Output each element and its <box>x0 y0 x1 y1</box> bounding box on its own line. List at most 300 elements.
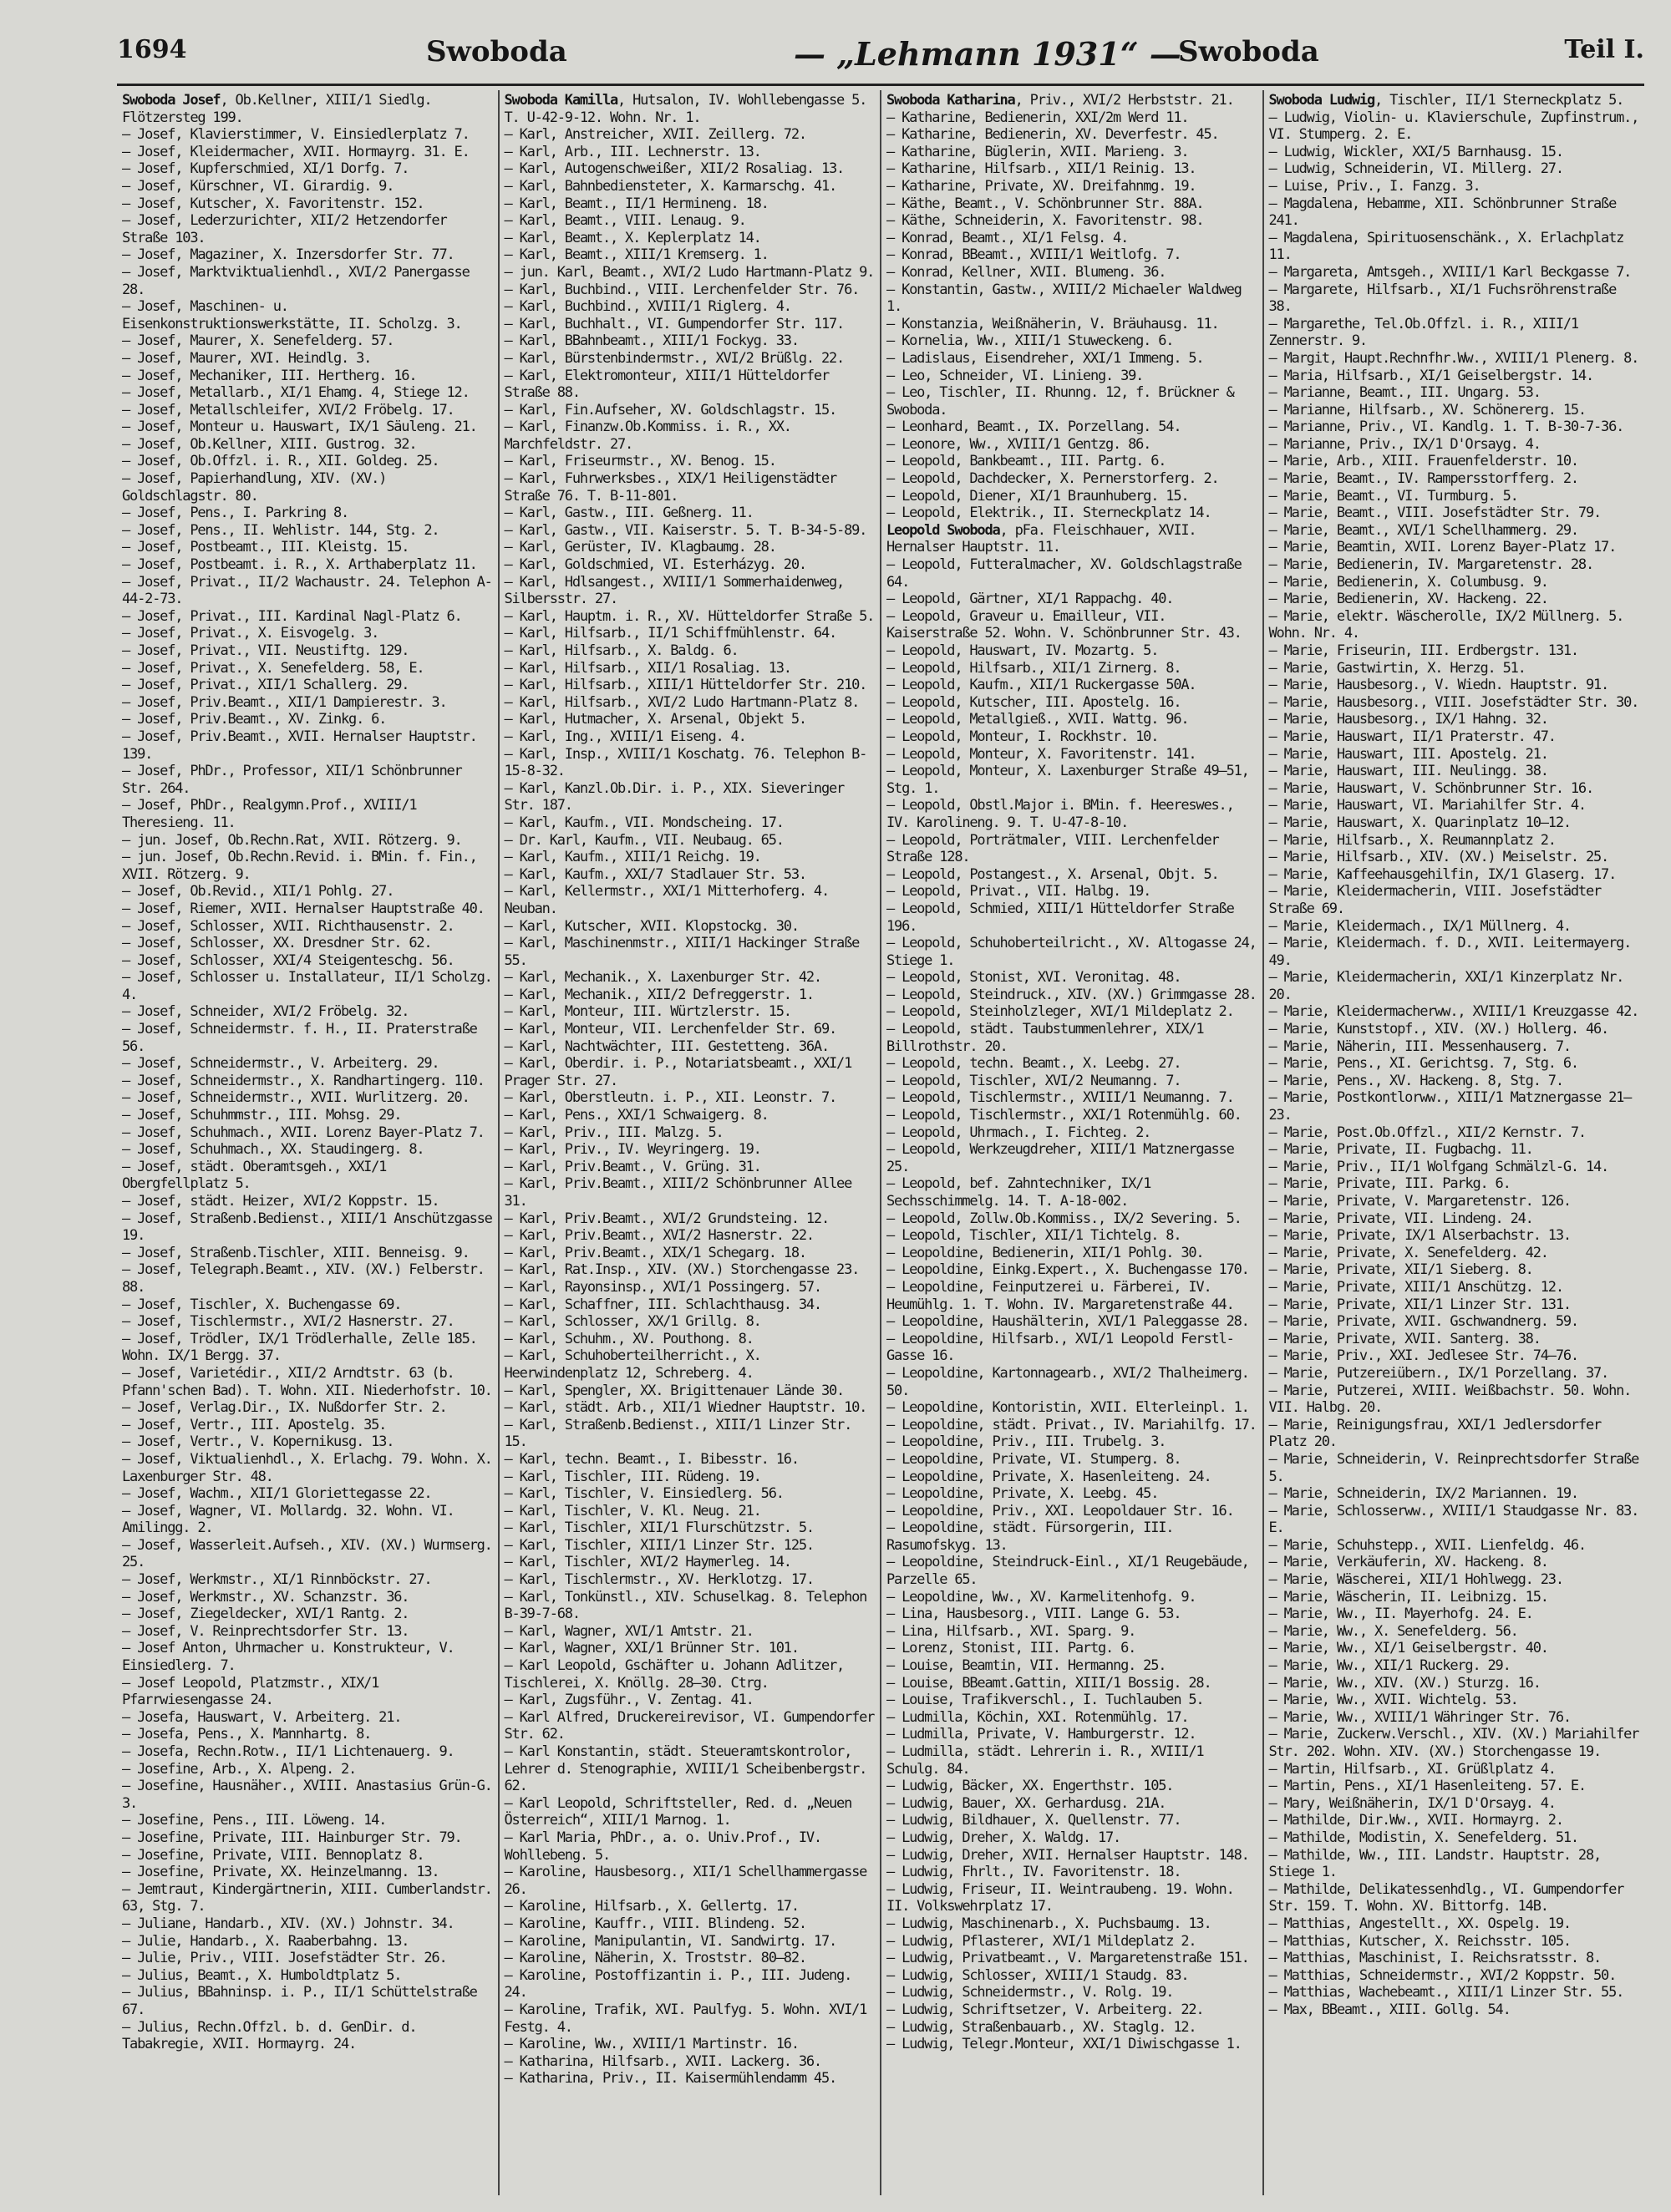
directory-entry: — Karl, Nachtwächter, III. Gestetteng. 36A. <box>504 1038 829 1055</box>
directory-entry: — Matthias, Schneidermstr., XVI/2 Koppstr. 50. <box>1268 1966 1617 1984</box>
directory-entry: — Marie, Putzerei, XVIII. Weißbachstr. 50. Wohn. VII. Halbg. 20. <box>1268 1382 1639 1417</box>
directory-entry: — Marie, Arb., XIII. Frauenfelderstr. 10. <box>1268 453 1578 470</box>
directory-entry: — Karl, Pens., XXI/1 Schwaigerg. 8. <box>504 1107 769 1124</box>
directory-entry: — Karl, Fuhrwerksbes., XIX/1 Heiligenstädter Straße 76. T. B-11-801. <box>504 470 845 505</box>
directory-entry: — Leopold, Dachdecker, X. Pernerstorferg. 2. <box>886 470 1219 488</box>
directory-entry: — Martin, Hilfsarb., XI. Grüßlplatz 4. <box>1268 1760 1556 1778</box>
directory-entry: — Josef, Verlag.Dir., IX. Nußdorfer Str. 2. <box>122 1399 447 1417</box>
directory-entry: — Leopoldine, Priv., XXI. Leopoldauer Str. 16. <box>886 1502 1234 1519</box>
part-label: Teil I. <box>1564 35 1644 64</box>
directory-entry: — Karl, Schaffner, III. Schlachthausg. 34. <box>504 1296 821 1313</box>
page-header <box>117 35 1644 75</box>
directory-entry: — Käthe, Schneiderin, X. Favoritenstr. 98. <box>886 212 1204 230</box>
directory-entry: — Karl, Kaufm., XXI/7 Stadlauer Str. 53. <box>504 865 806 883</box>
directory-entry: — Leopoldine, Einkg.Expert., X. Buchengasse 170. <box>886 1261 1249 1279</box>
directory-entry: — Josef, Vertr., III. Apostelg. 35. <box>122 1416 387 1433</box>
directory-entry: — Marie, Verkäuferin, XV. Hackeng. 8. <box>1268 1554 1548 1571</box>
directory-entry: — Karl, Ing., XVIII/1 Eiseng. 4. <box>504 728 746 745</box>
directory-entry: — Karl, Tischler, V. Einsiedlerg. 56. <box>504 1485 784 1503</box>
directory-entry: — Ludwig, Schlosser, XVIII/1 Staudg. 83. <box>886 1966 1189 1984</box>
directory-entry: — Josef, Marktviktualienhdl., XVI/2 Panergasse 28. <box>122 263 477 298</box>
directory-entry: — Ludwig, Straßenbauarb., XV. Staglg. 12. <box>886 2018 1196 2036</box>
directory-entry: — Karl Leopold, Gschäfter u. Johann Adlitzer, Tischlerei, X. Knöllg. 28—30. Ctrg. <box>504 1657 852 1692</box>
directory-entry: — Marie, Hausbesorg., V. Wiedn. Hauptstr. 91. <box>1268 677 1609 694</box>
directory-entry: — Josefa, Rechn.Rotw., II/1 Lichtenauerg. 9. <box>122 1743 455 1760</box>
directory-entry: — Magdalena, Hebamme, XII. Schönbrunner Straße 241. <box>1268 195 1624 230</box>
directory-entry: — Josef, PhDr., Realgymn.Prof., XVIII/1 Theresieng. 11. <box>122 797 424 831</box>
directory-entry: — Leopold, techn. Beamt., X. Leebg. 27. <box>886 1055 1181 1073</box>
directory-entry: — Marie, Beamt., VI. Turmburg. 5. <box>1268 487 1518 505</box>
column-4 <box>1262 90 1645 2195</box>
directory-entry: — Marie, Private, VII. Lindeng. 24. <box>1268 1210 1533 1227</box>
directory-entry: — Ludwig, Dreher, X. Waldg. 17. <box>886 1829 1121 1846</box>
directory-entry: — Josef, Maschinen- u. Eisenkonstruktionswerkstätte, II. Scholzg. 3. <box>122 298 462 332</box>
directory-entry: — Josefine, Private, XX. Heinzelmanng. 13. <box>122 1864 439 1881</box>
directory-entry: — Karl, Monteur, III. Würtzlerstr. 15. <box>504 1003 791 1021</box>
directory-entry: — Josefa, Pens., X. Mannhartg. 8. <box>122 1726 372 1743</box>
directory-entry: — Konrad, BBeamt., XVIII/1 Weitlofg. 7. <box>886 246 1181 264</box>
directory-entry: — Ludwig, Schneidermstr., V. Rolg. 19. <box>886 1984 1174 2001</box>
directory-entry: — Julie, Handarb., X. Raaberbahng. 13. <box>122 1932 409 1950</box>
directory-entry: — Mathilde, Dir.Ww., XVII. Hormayrg. 2. <box>1268 1812 1563 1829</box>
directory-entry: — Ludwig, Fhrlt., IV. Favoritenstr. 18. <box>886 1864 1181 1881</box>
directory-entry: — Josef, Kupferschmied, XI/1 Dorfg. 7. <box>122 160 409 178</box>
directory-entry: — Josef, Klavierstimmer, V. Einsiedlerplatz 7. <box>122 126 470 144</box>
directory-entry: — Josef, Ziegeldecker, XVI/1 Rantg. 2. <box>122 1606 409 1623</box>
directory-entry: — Leopold, Tischlermstr., XXI/1 Rotenmühlg. 60. <box>886 1107 1242 1124</box>
directory-entry: — Josef Anton, Uhrmacher u. Konstrukteur, V. Einsiedlerg. 7. <box>122 1640 462 1675</box>
column-1 <box>117 90 498 2195</box>
directory-entry: — Leopold, Metallgieß., XVII. Wattg. 96. <box>886 711 1189 728</box>
directory-entry: — Lina, Hausbesorg., VIII. Lange G. 53. <box>886 1606 1181 1623</box>
directory-entry: — Leopold, Futteralmacher, XV. Goldschlagstraße 64. <box>886 556 1249 591</box>
directory-entry: — Julius, Beamt., X. Humboldtplatz 5. <box>122 1966 402 1984</box>
directory-entry: — Leopold, Tischler, XII/1 Tichtelg. 8. <box>886 1227 1181 1245</box>
directory-entry: — Marianne, Priv., VI. Kandlg. 1. T. B-30-7-36. <box>1268 419 1624 436</box>
directory-entry: — Karl, Kanzl.Ob.Dir. i. P., XIX. Sieveringer Str. 187. <box>504 779 852 814</box>
directory-entry: — Karl, Anstreicher, XVII. Zeillerg. 72. <box>504 126 806 144</box>
directory-entry: — Julie, Priv., VIII. Josefstädter Str. 26. <box>122 1950 447 1967</box>
directory-entry: — Karl, Priv.Beamt., XVI/2 Grundsteing. 12. <box>504 1210 829 1227</box>
directory-entry: — Josef, Metallarb., XI/1 Ehamg. 4, Stiege 12. <box>122 384 470 402</box>
directory-entry: — Ludmilla, Private, V. Hamburgerstr. 12. <box>886 1726 1196 1743</box>
directory-entry: — Josef, Priv.Beamt., XV. Zinkg. 6. <box>122 711 387 728</box>
directory-entry: — Ludwig, Bildhauer, X. Quellenstr. 77. <box>886 1812 1181 1829</box>
directory-entry: — Josef, Schuhmmstr., III. Mohsg. 29. <box>122 1107 402 1124</box>
directory-entry: — Ludwig, Privatbeamt., V. Margaretenstraße 151. <box>886 1950 1249 1967</box>
directory-entry: — Karl, Kutscher, XVII. Klopstockg. 30. <box>504 917 799 935</box>
directory-entry: — Karl, Priv.Beamt., XVI/2 Hasnerstr. 22. <box>504 1227 814 1245</box>
directory-entry: — Marie, Reinigungsfrau, XXI/1 Jedlersdorfer Platz 20. <box>1268 1416 1609 1451</box>
directory-entry: — jun. Josef, Ob.Rechn.Revid. i. BMin. f. Fin., XVII. Rötzerg. 9. <box>122 849 485 883</box>
directory-entry: — Karoline, Trafik, XVI. Paulfyg. 5. Wohn. XVI/1 Festg. 4. <box>504 2001 875 2036</box>
directory-entry: — Mathilde, Modistin, X. Senefelderg. 51. <box>1268 1829 1578 1846</box>
directory-entry: — Marie, Ww., XII/1 Ruckerg. 29. <box>1268 1657 1511 1675</box>
directory-entry: — Karl, Finanzw.Ob.Kommiss. i. R., XX. Marchfeldstr. 27. <box>504 419 799 453</box>
directory-entry: — Josef, Schneider, XVI/2 Fröbelg. 32. <box>122 1003 409 1021</box>
directory-entry: — Ludwig, Maschinenarb., X. Puchsbaumg. 13. <box>886 1915 1211 1932</box>
directory-entry: — Matthias, Kutscher, X. Reichsstr. 105. <box>1268 1932 1571 1950</box>
directory-entry: — Josef, Postbeamt., III. Kleistg. 15. <box>122 539 409 556</box>
directory-entry: — Kornelia, Ww., XIII/1 Stuweckeng. 6. <box>886 332 1174 350</box>
directory-entry: — Karl, Elektromonteur, XIII/1 Hütteldorfer Straße 88. <box>504 367 837 402</box>
directory-entry: — Karl, Maschinenmstr., XIII/1 Hackinger Straße 55. <box>504 935 867 969</box>
directory-entry: — Josef, Privat., III. Kardinal Nagl-Platz 6. <box>122 607 462 625</box>
directory-entry: — Marie, Ww., XVIII/1 Währinger Str. 76. <box>1268 1708 1571 1726</box>
directory-entry: — Louise, BBeamt.Gattin, XIII/1 Bossig. 28. <box>886 1674 1211 1692</box>
directory-entry: — Josef, Wachm., XII/1 Gloriettegasse 22. <box>122 1485 432 1503</box>
directory-entry: — Leopold, Schuhoberteilricht., XV. Altogasse 24, Stiege 1. <box>886 935 1264 969</box>
directory-entry: — Marie, Beamtin, XVII. Lorenz Bayer-Platz 17. <box>1268 539 1617 556</box>
directory-entry: — Marie, Wäscherei, XII/1 Hohlwegg. 23. <box>1268 1571 1563 1589</box>
directory-entry: — Marie, Hauswart, V. Schönbrunner Str. 16. <box>1268 779 1593 797</box>
directory-entry: — Julius, Rechn.Offzl. b. d. GenDir. d. Tabakregie, XVII. Hormayrg. 24. <box>122 2018 424 2053</box>
directory-entry: — Marie, Private, XII/1 Linzer Str. 131. <box>1268 1296 1571 1313</box>
directory-entry: — Leopold, städt. Taubstummenlehrer, XIX/1 Billrothstr. 20. <box>886 1021 1211 1055</box>
directory-entry: — Karl, Hilfsarb., XII/1 Rosaliag. 13. <box>504 659 791 677</box>
directory-entry: — Ludwig, Telegr.Monteur, XXI/1 Diwischgasse 1. <box>886 2036 1242 2053</box>
running-head-title: — „Lehmann 1931“ — <box>794 35 1181 73</box>
directory-entry: — Karl, Monteur, VII. Lerchenfelder Str. 69. <box>504 1021 837 1038</box>
directory-entry: — Josef, Privat., VII. Neustiftg. 129. <box>122 642 409 659</box>
directory-entry: — Josef, Magaziner, X. Inzersdorfer Str. 77. <box>122 246 455 264</box>
directory-entry: — Josef, Schlosser u. Installateur, II/1 Scholzg. 4. <box>122 969 500 1003</box>
directory-entry: — Josef, Riemer, XVII. Hernalser Hauptstraße 40. <box>122 900 485 917</box>
directory-entry: — Ludwig, Bäcker, XX. Engerthstr. 105. <box>886 1778 1174 1795</box>
directory-entry: — Josef, Vertr., V. Kopernikusg. 13. <box>122 1433 394 1451</box>
directory-entry: — Marie, Private, X. Senefelderg. 42. <box>1268 1244 1548 1261</box>
directory-entry: — Karl, Arb., III. Lechnerstr. 13. <box>504 143 761 160</box>
directory-entry: — Katharina, Priv., II. Kaisermühlendamm 45. <box>504 2070 837 2088</box>
directory-entry: — Karl, Hutmacher, X. Arsenal, Objekt 5. <box>504 711 806 728</box>
directory-entry: — Josefa, Hauswart, V. Arbeiterg. 21. <box>122 1708 402 1726</box>
directory-entry: — Marie, Putzereiübern., IX/1 Porzellang. 37. <box>1268 1364 1609 1382</box>
directory-entry: — Karl, Hilfsarb., XVI/2 Ludo Hartmann-Platz 8. <box>504 693 860 711</box>
directory-entry: — Ludwig, Pflasterer, XVI/1 Mildeplatz 2. <box>886 1932 1196 1950</box>
directory-entry: — Juliane, Handarb., XIV. (XV.) Johnstr. 34. <box>122 1915 455 1932</box>
directory-entry: — Josef, Metallschleifer, XVI/2 Fröbelg. 17. <box>122 401 455 419</box>
directory-entry: — Matthias, Angestellt., XX. Ospelg. 19. <box>1268 1915 1571 1932</box>
directory-entry: — Josef, Trödler, IX/1 Trödlerhalle, Zelle 185. Wohn. IX/1 Bergg. 37. <box>122 1330 485 1365</box>
directory-entry: — Marie, Beamt., IV. Rampersstorfferg. 2. <box>1268 470 1578 488</box>
directory-entry: — Karl, Hilfsarb., XIII/1 Hütteldorfer Str. 210. <box>504 677 867 694</box>
directory-entry: — Leopold, Kaufm., XII/1 Ruckergasse 50A. <box>886 677 1196 694</box>
directory-entry: — Karl, Gerüster, IV. Klagbaumg. 28. <box>504 539 776 556</box>
directory-entry: — Leopold, Zollw.Ob.Kommiss., IX/2 Severing. 5. <box>886 1210 1242 1227</box>
directory-entry: — Josefine, Arb., X. Alpeng. 2. <box>122 1760 357 1778</box>
directory-entry: — Luise, Priv., I. Fanzg. 3. <box>1268 177 1481 195</box>
directory-entry: — Marianne, Beamt., III. Ungarg. 53. <box>1268 384 1541 402</box>
directory-entry: — Karl, Fin.Aufseher, XV. Goldschlagstr. 15. <box>504 401 837 419</box>
directory-entry: — Marie, Private, II. Fugbachg. 11. <box>1268 1141 1533 1159</box>
directory-entry: — Karl, Mechanik., XII/2 Defreggerstr. 1. <box>504 986 814 1003</box>
directory-entry: — Leopold, Schmied, XIII/1 Hütteldorfer Straße 196. <box>886 900 1242 935</box>
directory-entry: — Katharine, Private, XV. Dreifahnmg. 19. <box>886 177 1196 195</box>
directory-entry: — Josef, Schlosser, XVII. Richthausenstr. 2. <box>122 917 455 935</box>
directory-entry: — Leopold, Postangest., X. Arsenal, Objt. 5. <box>886 865 1219 883</box>
directory-entry: — Käthe, Beamt., V. Schönbrunner Str. 88A. <box>886 195 1204 212</box>
directory-entry: — Josef, Maurer, XVI. Heindlg. 3. <box>122 349 372 367</box>
directory-entry: — Josef, Privat., X. Eisvogelg. 3. <box>122 625 379 642</box>
directory-entry: — Josef, Monteur u. Hauswart, IX/1 Säuleng. 21. <box>122 419 477 436</box>
directory-entry: — Josef, Privat., X. Senefelderg. 58, E. <box>122 659 424 677</box>
directory-entry: — Josef, Werkmstr., XI/1 Rinnböckstr. 27. <box>122 1571 432 1589</box>
directory-entry: — Marie, Post.Ob.Offzl., XII/2 Kernstr. 7. <box>1268 1124 1586 1141</box>
directory-entry: — Karl, Gastw., III. Geßnerg. 11. <box>504 505 754 522</box>
directory-entry: — Karoline, Ww., XVIII/1 Martinstr. 16. <box>504 2036 799 2053</box>
directory-entry: — Julius, BBahninsp. i. P., II/1 Schüttelstraße 67. <box>122 1984 485 2018</box>
directory-entry: — Katharine, Bedienerin, XV. Deverfestr. 45. <box>886 126 1219 144</box>
directory-entry: — Matthias, Maschinist, I. Reichsratsstr. 8. <box>1268 1950 1602 1967</box>
directory-entry: — Leopoldine, Kartonnagearb., XVI/2 Thalheimerg. 50. <box>886 1364 1257 1399</box>
directory-entry: — Leopold, Tischlermstr., XVIII/1 Neumanng. 7. <box>886 1089 1234 1107</box>
directory-entry: — Karl, Beamt., II/1 Hermineng. 18. <box>504 195 769 212</box>
directory-entry: — Matthias, Wachebeamt., XIII/1 Linzer Str. 55. <box>1268 1984 1624 2001</box>
directory-entry: — Marie, Hausbesorg., VIII. Josefstädter Str. 30. <box>1268 693 1639 711</box>
directory-entry: — Josef, PhDr., Professor, XII/1 Schönbrunner Str. 264. <box>122 763 470 797</box>
directory-entry: — jun. Karl, Beamt., XVI/2 Ludo Hartmann-Platz 9. <box>504 263 875 281</box>
directory-entry: — Karoline, Näherin, X. Troststr. 80—82. <box>504 1950 806 1967</box>
directory-entry: — Ludwig, Violin- u. Klavierschule, Zupfinstrum., VI. Stumperg. 2. E. <box>1268 109 1647 144</box>
directory-entry: — Marie, Schlosserww., XVIII/1 Staudgasse Nr. 83. E. <box>1268 1502 1647 1537</box>
directory-entry: — Karl, Tischler, XVI/2 Haymerleg. 14. <box>504 1554 791 1571</box>
directory-entry: — Leopoldine, Private, VI. Stumperg. 8. <box>886 1450 1181 1468</box>
directory-entry: — Josef, Tischler, X. Buchengasse 69. <box>122 1296 402 1313</box>
directory-entry: — Karl, Spengler, XX. Brigittenauer Lände 30. <box>504 1382 845 1399</box>
directory-entry: — Max, BBeamt., XIII. Gollg. 54. <box>1268 2001 1511 2018</box>
directory-entry: — Marie, Private, III. Parkg. 6. <box>1268 1175 1511 1193</box>
directory-entry: — Ludwig, Schriftsetzer, V. Arbeiterg. 22. <box>886 2001 1204 2018</box>
directory-entry: — Josef, Schneidermstr. f. H., II. Praterstraße 56. <box>122 1021 485 1055</box>
directory-entry: — Margit, Haupt.Rechnfhr.Ww., XVIII/1 Plenerg. 8. <box>1268 349 1639 367</box>
directory-entry: Swoboda Katharina, Priv., XVI/2 Herbststr. 21. <box>886 92 1234 109</box>
directory-entry: — Marie, Hilfsarb., X. Reumannplatz 2. <box>1268 831 1556 849</box>
directory-entry: — Karl, Hauptm. i. R., XV. Hütteldorfer Straße 5. <box>504 607 875 625</box>
directory-entry: — Josef, Priv.Beamt., XVII. Hernalser Hauptstr. 139. <box>122 728 485 763</box>
directory-entry: — Karl, Beamt., VIII. Lenaug. 9. <box>504 212 746 230</box>
directory-entry: — Josef, Ob.Offzl. i. R., XII. Goldeg. 25. <box>122 453 439 470</box>
directory-entry: — Leopoldine, Priv., III. Trubelg. 3. <box>886 1433 1166 1451</box>
running-head-right: Swoboda <box>1178 35 1319 68</box>
directory-entry: — Ludwig, Dreher, XVII. Hernalser Hauptstr. 148. <box>886 1846 1249 1864</box>
directory-entry: — Josef, Pens., II. Wehlistr. 144, Stg. 2. <box>122 521 439 539</box>
directory-entry: — Josef, Priv.Beamt., XII/1 Dampierestr. 3. <box>122 693 447 711</box>
directory-entry: — Josef, Schlosser, XX. Dresdner Str. 62. <box>122 935 432 952</box>
directory-entry: — Karl, Priv.Beamt., XIX/1 Schegarg. 18. <box>504 1244 806 1261</box>
directory-entry: — Karl, Bahnbediensteter, X. Karmarschg. 41. <box>504 177 837 195</box>
directory-entry: — Ludmilla, städt. Lehrerin i. R., XVIII/1 Schulg. 84. <box>886 1743 1211 1778</box>
directory-entry: — Karl, Priv., IV. Weyringerg. 19. <box>504 1141 761 1159</box>
directory-entry: — Marie, Ww., XIV. (XV.) Sturzg. 16. <box>1268 1674 1541 1692</box>
directory-entry: — Karl, Autogenschweißer, XII/2 Rosaliag. 13. <box>504 160 845 178</box>
directory-entry: — Marie, Ww., X. Senefelderg. 56. <box>1268 1622 1518 1640</box>
directory-entry: — Karl, Tischler, XII/1 Flurschützstr. 5. <box>504 1519 814 1537</box>
directory-entry: — Karl, Schuhm., XV. Pouthong. 8. <box>504 1330 754 1347</box>
directory-entry: — Leopold, Hauswart, IV. Mozartg. 5. <box>886 642 1159 659</box>
directory-entry: — Leopoldine, Hilfsarb., XVI/1 Leopold Ferstl-Gasse 16. <box>886 1330 1234 1365</box>
directory-entry: — Leopoldine, städt. Fürsorgerin, III. Rasumofskyg. 13. <box>886 1519 1181 1554</box>
directory-entry: — Leopold, Gärtner, XI/1 Rappachg. 40. <box>886 591 1174 608</box>
running-head-left: Swoboda <box>426 35 567 68</box>
directory-entry: — Karl, Tischler, XIII/1 Linzer Str. 125. <box>504 1536 814 1554</box>
directory-entry: — Leopold, Monteur, I. Rockhstr. 10. <box>886 728 1159 745</box>
directory-entry: — Leopold, Steinholzleger, XVI/1 Mildeplatz 2. <box>886 1003 1234 1021</box>
directory-entry: — Karl, Kaufm., VII. Mondscheing. 17. <box>504 814 784 831</box>
directory-entry: — Martin, Pens., XI/1 Hasenleiteng. 57. E. <box>1268 1778 1586 1795</box>
directory-entry: — Dr. Karl, Kaufm., VII. Neubaug. 65. <box>504 831 784 849</box>
directory-entry: — Marie, Private, IX/1 Alserbachstr. 13. <box>1268 1227 1571 1245</box>
directory-entry: — Josefine, Hausnäher., XVIII. Anastasius Grün-G. 3. <box>122 1778 500 1812</box>
directory-entry: — Karl, Bürstenbindermstr., XVI/2 Brüßlg. 22. <box>504 349 845 367</box>
directory-entry: — Josef, städt. Heizer, XVI/2 Koppstr. 15. <box>122 1193 439 1210</box>
directory-entry: — Karl, Rat.Insp., XIV. (XV.) Storchengasse 23. <box>504 1261 860 1279</box>
directory-entry: — Karl, Kellermstr., XXI/1 Mitterhoferg. 4. Neuban. <box>504 883 837 917</box>
directory-entry: — Karl, städt. Arb., XII/1 Wiedner Hauptstr. 10. <box>504 1399 867 1417</box>
directory-entry: — Karl, Schuhoberteilherricht., X. Heerwindenplatz 12, Schreberg. 4. <box>504 1347 769 1382</box>
directory-entry: — Karoline, Kauffr., VIII. Blindeng. 52. <box>504 1915 806 1932</box>
directory-entry: — Leopold, bef. Zahntechniker, IX/1 Sechsschimmelg. 14. T. A-18-002. <box>886 1175 1159 1210</box>
directory-entry: — Marie, Kleidermacherww., XVIII/1 Kreuzgasse 42. <box>1268 1003 1639 1021</box>
directory-entry: — Louise, Beamtin, VII. Hermanng. 25. <box>886 1657 1166 1675</box>
directory-entry: — Ludwig, Bauer, XX. Gerhardusg. 21A. <box>886 1794 1166 1812</box>
directory-entry: — Marie, Hauswart, III. Apostelg. 21. <box>1268 745 1548 763</box>
directory-entry: — Josef, Kürschner, VI. Girardig. 9. <box>122 177 394 195</box>
directory-entry: — Karl, Wagner, XXI/1 Brünner Str. 101. <box>504 1640 799 1657</box>
directory-entry: — Karl, Goldschmied, VI. Esterházyg. 20. <box>504 556 806 574</box>
directory-entry: — Leopoldine, Private, X. Hasenleiteng. 24. <box>886 1468 1211 1485</box>
directory-entry: — Leo, Tischler, II. Rhunng. 12, f. Brückner & Swoboda. <box>886 384 1242 419</box>
directory-entry: — Karl, Tischler, III. Rüdeng. 19. <box>504 1468 761 1485</box>
directory-entry: — Leonhard, Beamt., IX. Porzellang. 54. <box>886 419 1181 436</box>
directory-entry: — Josef, Telegraph.Beamt., XIV. (XV.) Felberstr. 88. <box>122 1261 492 1296</box>
directory-entry: — Marie, Gastwirtin, X. Herzg. 51. <box>1268 659 1526 677</box>
directory-entry: — Josef, Privat., II/2 Wachaustr. 24. Telephon A-44-2-73. <box>122 573 492 608</box>
directory-entry: — Lina, Hilfsarb., XVI. Sparg. 9. <box>886 1622 1136 1640</box>
directory-entry: — Karl, Hilfsarb., X. Baldg. 6. <box>504 642 739 659</box>
directory-entry: — Leopold, Kutscher, III. Apostelg. 16. <box>886 693 1181 711</box>
directory-entry: — Marie, Ww., XVII. Wichtelg. 53. <box>1268 1692 1518 1709</box>
directory-entry: — Josefine, Private, III. Hainburger Str. 79. <box>122 1829 462 1846</box>
directory-entry: — Karl, Priv.Beamt., V. Grüng. 31. <box>504 1158 761 1175</box>
directory-entry: — Leopoldine, Kontoristin, XVII. Elterleinpl. 1. <box>886 1399 1249 1417</box>
directory-entry: — Leopoldine, Feinputzerei u. Färberei, IV. Heumühlg. 1. T. Wohn. IV. Margaretenstraße 44. <box>886 1278 1234 1313</box>
directory-entry: — Leopold, Obstl.Major i. BMin. f. Heereswes., IV. Karolineng. 9. T. U-47-8-10. <box>886 797 1242 831</box>
directory-entry: — Karl, techn. Beamt., I. Bibesstr. 16. <box>504 1450 799 1468</box>
directory-entry: — Karl, Insp., XVIII/1 Koschatg. 76. Telephon B-15-8-32. <box>504 745 867 780</box>
directory-entry: — Josefine, Pens., III. Löweng. 14. <box>122 1812 387 1829</box>
directory-entry: — Marie, Hauswart, X. Quarinplatz 10—12. <box>1268 814 1571 831</box>
directory-entry: — Josef, Wasserleit.Aufseh., XIV. (XV.) Wurmserg. 25. <box>122 1536 500 1571</box>
directory-entry: — Josef, Privat., XII/1 Schallerg. 29. <box>122 677 409 694</box>
directory-entry: — Karl, Oberstleutn. i. P., XII. Leonstr. 7. <box>504 1089 837 1107</box>
directory-entry: — Josef, Schneidermstr., XVII. Wurlitzerg. 20. <box>122 1089 470 1107</box>
directory-entry: — Leopold, Hilfsarb., XII/1 Zirnerg. 8. <box>886 659 1181 677</box>
directory-entry: — Marie, Näherin, III. Messenhauserg. 7. <box>1268 1038 1571 1055</box>
directory-entry: — Leopoldine, Ww., XV. Karmelitenhofg. 9. <box>886 1588 1196 1606</box>
directory-entry: — Jemtraut, Kindergärtnerin, XIII. Cumberlandstr. 63, Stg. 7. <box>122 1880 500 1915</box>
directory-entry: — Karl Leopold, Schriftsteller, Red. d. „Neuen Österreich“, XIII/1 Marnog. 1. <box>504 1794 860 1829</box>
directory-entry: — Marie, Pens., XV. Hackeng. 8, Stg. 7. <box>1268 1072 1563 1089</box>
directory-entry: — Magdalena, Spirituosenschänk., X. Erlachplatz 11. <box>1268 229 1632 264</box>
directory-entry: — Karl, Buchbind., VIII. Lerchenfelder Str. 76. <box>504 281 860 298</box>
directory-entry: — Josef, Straßenb.Bedienst., XIII/1 Anschützgasse 19. <box>122 1210 500 1245</box>
directory-entry: — Leonore, Ww., XVIII/1 Gentzg. 86. <box>886 435 1151 453</box>
directory-entry: — Margareta, Amtsgeh., XVIII/1 Karl Beckgasse 7. <box>1268 263 1632 281</box>
directory-entry: — Leopold, Werkzeugdreher, XIII/1 Matznergasse 25. <box>886 1141 1242 1175</box>
directory-entry: — Karl Konstantin, städt. Steueramtskontrolor, Lehrer d. Stenographie, XVIII/1 Scheibenbergstr. 62. <box>504 1743 875 1795</box>
directory-entry: — Marie, Schuhstepp., XVII. Lienfeldg. 46. <box>1268 1536 1586 1554</box>
header-rule <box>117 84 1644 86</box>
directory-entry: — Marie, Kunststopf., XIV. (XV.) Hollerg. 46. <box>1268 1021 1609 1038</box>
column-3 <box>880 90 1262 2195</box>
directory-entry: — Josef, Viktualienhdl., X. Erlachg. 79. Wohn. X. Laxenburger Str. 48. <box>122 1450 500 1485</box>
directory-entry: — Marie, Hauswart, III. Neulingg. 38. <box>1268 763 1548 780</box>
directory-entry: — Marie, Kleidermach., IX/1 Müllnerg. 4. <box>1268 917 1571 935</box>
directory-entry: — Marie, Bedienerin, IV. Margaretenstr. 28. <box>1268 556 1593 574</box>
directory-entry: — Marie, Kleidermacherin, XXI/1 Kinzerplatz Nr. 20. <box>1268 969 1632 1003</box>
directory-entry: — Marie, Schneiderin, IX/2 Mariannen. 19. <box>1268 1485 1578 1503</box>
directory-entry: — Karl, Priv.Beamt., XIII/2 Schönbrunner Allee 31. <box>504 1175 860 1210</box>
directory-entry: — Marie, Zuckerw.Verschl., XIV. (XV.) Mariahilfer Str. 202. Wohn. XIV. (XV.) Storchengasse 19. <box>1268 1726 1647 1760</box>
directory-entry: — Karl, Zugsführ., V. Zentag. 41. <box>504 1692 754 1709</box>
directory-entry: — Josef, Tischlermstr., XVI/2 Hasnerstr. 27. <box>122 1313 455 1331</box>
directory-entry: Swoboda Kamilla, Hutsalon, IV. Wohllebengasse 5. T. U-42-9-12. Wohn. Nr. 1. <box>504 92 875 126</box>
directory-entry: — Margarethe, Tel.Ob.Offzl. i. R., XIII/1 Zennerstr. 9. <box>1268 315 1586 350</box>
directory-entry: — Konstantin, Gastw., XVIII/2 Michaeler Waldweg 1. <box>886 281 1249 316</box>
directory-entry: — Josef, V. Reinprechtsdorfer Str. 13. <box>122 1622 409 1640</box>
directory-entry: — Karoline, Postoffizantin i. P., III. Judeng. 24. <box>504 1966 860 2001</box>
directory-entry: — Leopold, Porträtmaler, VIII. Lerchenfelder Straße 128. <box>886 831 1227 866</box>
directory-entry: — Karl, Gastw., VII. Kaiserstr. 5. T. B-34-5-89. <box>504 521 867 539</box>
directory-entry: — Leopoldine, Haushälterin, XVI/1 Paleggasse 28. <box>886 1313 1249 1331</box>
directory-entry: — Karl, Tonkünstl., XIV. Schuselkag. 8. Telephon B-39-7-68. <box>504 1588 875 1623</box>
directory-entry: — Marie, Priv., II/1 Wolfgang Schmälzl-G. 14. <box>1268 1158 1609 1175</box>
directory-entry: — Marie, Bedienerin, X. Columbusg. 9. <box>1268 573 1548 591</box>
directory-entry: — Mathilde, Delikatessenhdlg., VI. Gumpendorfer Str. 159. T. Wohn. XV. Bittorfg. 14B. <box>1268 1880 1632 1915</box>
directory-entry: — Leopold, Monteur, X. Favoritenstr. 141. <box>886 745 1196 763</box>
directory-entry: — Karl, BBahnbeamt., XIII/1 Fockyg. 33. <box>504 332 799 350</box>
directory-entry: — Ludwig, Friseur, II. Weintraubeng. 19. Wohn. II. Volkswehrplatz 17. <box>886 1880 1242 1915</box>
directory-entry: — Leopoldine, städt. Privat., IV. Mariahilfg. 17. <box>886 1416 1257 1433</box>
directory-entry: — Karoline, Hausbesorg., XII/1 Schellhammergasse 26. <box>504 1864 875 1898</box>
directory-entry: Swoboda Josef, Ob.Kellner, XIII/1 Siedlg. Flötzersteg 199. <box>122 92 439 126</box>
directory-entry: — Marie, Kleidermach. f. D., XVII. Leitermayerg. 49. <box>1268 935 1639 969</box>
directory-columns <box>117 90 1647 2195</box>
directory-entry: — Leopold, Steindruck., XIV. (XV.) Grimmgasse 28. <box>886 986 1257 1003</box>
directory-entry: — Lorenz, Stonist, III. Partg. 6. <box>886 1640 1136 1657</box>
directory-entry: — Marie, Priv., XXI. Jedlesee Str. 74—76. <box>1268 1347 1578 1365</box>
directory-entry: — Karoline, Hilfsarb., X. Gellertg. 17. <box>504 1898 799 1915</box>
directory-entry: — Karl, Kaufm., XIII/1 Reichg. 19. <box>504 849 761 866</box>
directory-entry: — Marie, Beamt., VIII. Josefstädter Str. 79. <box>1268 505 1602 522</box>
directory-entry: — Karl, Wagner, XVI/1 Amtstr. 21. <box>504 1622 754 1640</box>
directory-entry: — Josef Leopold, Platzmstr., XIX/1 Pfarrwiesengasse 24. <box>122 1674 387 1709</box>
directory-entry: — Marie, Private, XVII. Gschwandnerg. 59. <box>1268 1313 1578 1331</box>
directory-entry: — Karl, Mechanik., X. Laxenburger Str. 42. <box>504 969 821 987</box>
directory-entry: — Marie, Hilfsarb., XIV. (XV.) Meiselstr. 25. <box>1268 849 1609 866</box>
page-number: 1694 <box>117 35 187 64</box>
directory-entry: — Josef, Postbeamt. i. R., X. Arthaberplatz 11. <box>122 556 477 574</box>
directory-entry: — Josef, Papierhandlung, XIV. (XV.) Goldschlagstr. 80. <box>122 470 394 505</box>
directory-entry: — Katharine, Büglerin, XVII. Marieng. 3. <box>886 143 1189 160</box>
directory-entry: — Josef, Ob.Revid., XII/1 Pohlg. 27. <box>122 883 394 901</box>
directory-entry: — Karl, Tischlermstr., XV. Herklotzg. 17. <box>504 1571 814 1589</box>
directory-entry: — Karoline, Manipulantin, VI. Sandwirtg. 17. <box>504 1932 837 1950</box>
directory-entry: — Marie, Friseurin, III. Erdbergstr. 131. <box>1268 642 1578 659</box>
directory-entry: — Marie, Hauswart, VI. Mariahilfer Str. 4. <box>1268 797 1586 814</box>
directory-entry: — Leopold, Stonist, XVI. Veronitag. 48. <box>886 969 1181 987</box>
directory-entry: — Louise, Trafikverschl., I. Tuchlauben 5. <box>886 1692 1204 1709</box>
